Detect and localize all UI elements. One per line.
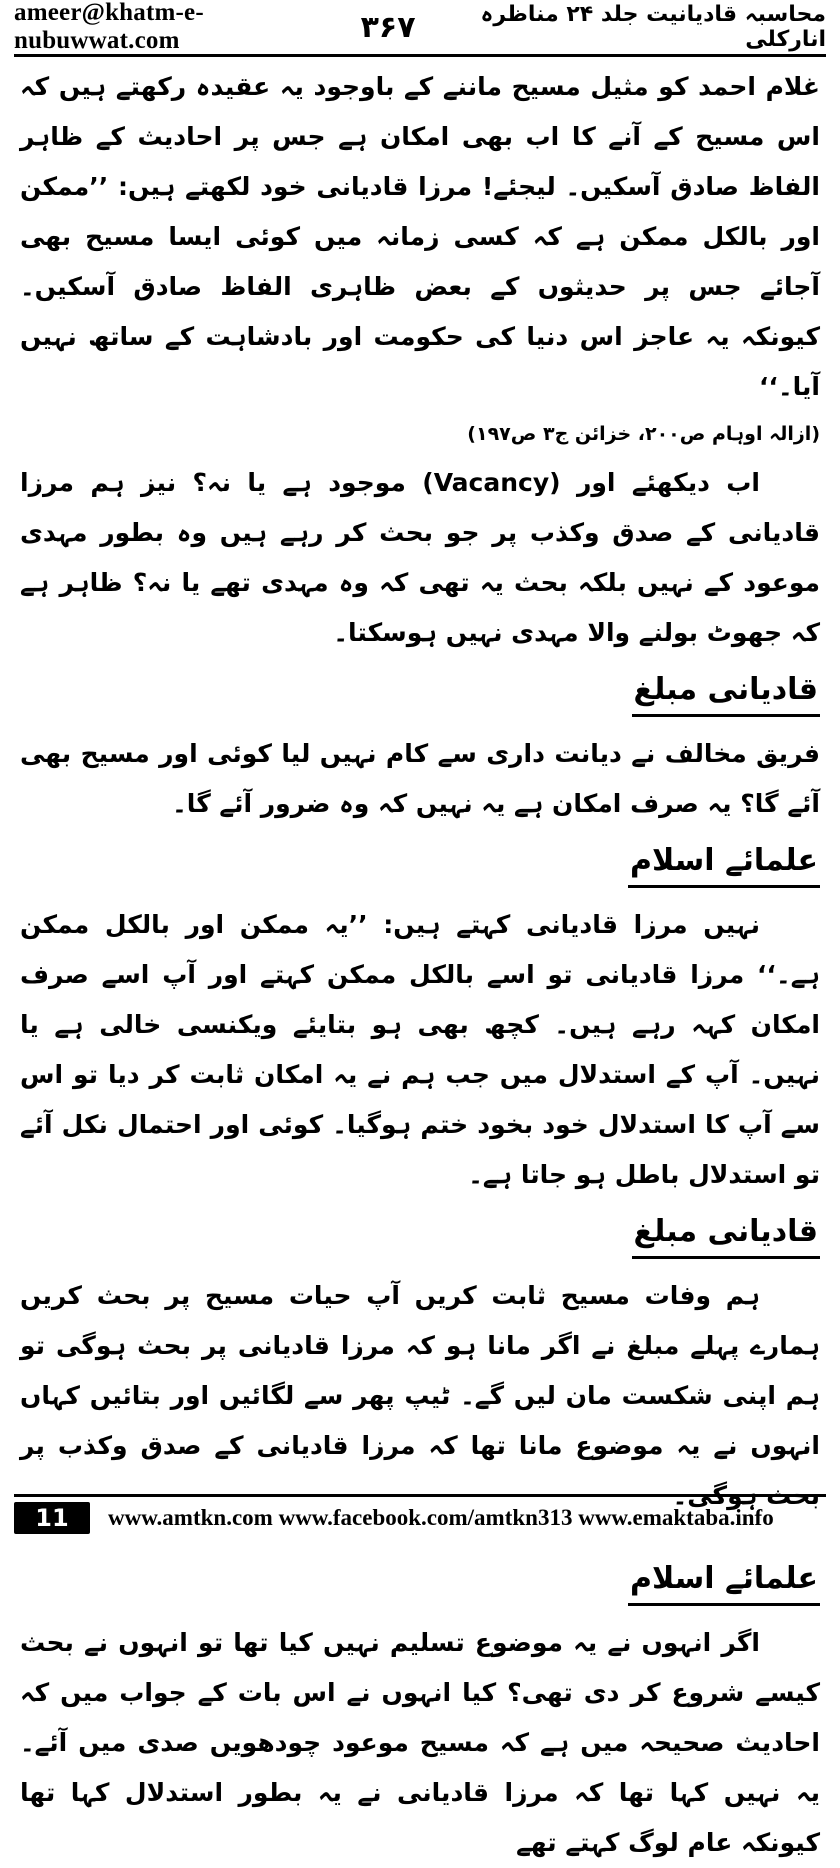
paragraph-5: ہم وفات مسیح ثابت کریں آپ حیات مسیح پر بحث کریں ہمارے پہلے مبلغ نے اگر مانا ہو کہ مرزا قادیانی پر بحث ہوگی تو ہم اپنی شکست مان لیں گے۔ ٹیپ پھر سے لگائیں اور بتائیں کہاں انہوں نے یہ موضوع مانا تھا کہ مرزا قادیانی کے صدق وکذب پر بحث ہوگی۔ <box>20 1281 820 1510</box>
header-email: ameer@khatm-e-nubuwwat.com <box>14 0 204 54</box>
speaker-heading-qadiani-1: قادیانی مبلغ <box>632 666 820 717</box>
paragraph-3: فریق مخالف نے دیانت داری سے کام نہیں لیا کوئی اور مسیح بھی آئے گا؟ یہ صرف امکان ہے یہ نہیں کہ وہ ضرور آئے گا۔ <box>20 739 820 818</box>
header-rule <box>14 54 826 57</box>
paragraph-6: اگر انہوں نے یہ موضوع تسلیم نہیں کیا تھا تو انہوں نے بحث کیسے شروع کر دی تھی؟ کیا انہوں نے اس بات کے جواب میں کہ احادیث صحیحہ میں ہے کہ مسیح موعود چودھویں صدی میں آئے۔ یہ نہیں کہا تھا کہ مرزا قادیانی نے یہ بطور استدلال کہا تھا کیونکہ عام لوگ کہتے تھے <box>20 1628 820 1857</box>
paragraph-2: اب دیکھئے اور (Vacancy) موجود ہے یا نہ؟ نیز ہم مرزا قادیانی کے صدق وکذب پر جو بحث کر رہے ہیں وہ بطور مہدی موعود کے نہیں بلکہ بحث یہ تھی کہ وہ مہدی تھے یا نہ؟ ظاہر ہے کہ جھوٹ بولنے والا مہدی نہیں ہوسکتا۔ <box>20 468 820 647</box>
footer-website-links: www.amtkn.com www.facebook.com/amtkn313 www.emaktaba.info <box>108 1505 774 1530</box>
page-footer <box>14 1500 826 1536</box>
reference-citation: (ازالہ اوہام ص۲۰۰، خزائن ج۳ ص۱۹۷) <box>467 423 820 445</box>
speaker-heading-qadiani-2: قادیانی مبلغ <box>632 1208 820 1259</box>
page-header <box>14 0 826 54</box>
header-left <box>14 0 416 55</box>
header-running-title: محاسبہ قادیانیت جلد ۲۴ مناظرہ انارکلی <box>480 2 826 52</box>
speaker-heading-ulama-2: علمائے اسلام <box>628 1555 820 1606</box>
footer-folio-number: 11 <box>14 1502 90 1534</box>
header-page-number: ۳۶۷ <box>360 9 416 45</box>
paragraph-4: نہیں مرزا قادیانی کہتے ہیں: ’’یہ ممکن اور بالکل ممکن ہے۔‘‘ مرزا قادیانی تو اسے بالکل ممکن کہتے اور آپ اسے صرف امکان کہہ رہے ہیں۔ کچھ بھی ہو بتایئے ویکنسی خالی ہے یا نہیں۔ آپ کے استدلال میں جب ہم نے یہ امکان ثابت کر دیا تو اس سے آپ کا استدلال خود بخود ختم ہوگیا۔ کوئی اور احتمال نکل آئے تو استدلال باطل ہو جاتا ہے۔ <box>20 910 820 1189</box>
paragraph-1: غلام احمد کو مثیل مسیح ماننے کے باوجود یہ عقیدہ رکھتے ہیں کہ اس مسیح کے آنے کا اب بھی امکان ہے جس پر احادیث کے ظاہر الفاظ صادق آسکیں۔ لیجئے! مرزا قادیانی خود لکھتے ہیں: ’’ممکن اور بالکل ممکن ہے کہ کسی زمانہ میں کوئی ایسا مسیح بھی آجائے جس پر حدیثوں کے بعض ظاہری الفاظ صادق آسکیں۔ کیونکہ یہ عاجز اس دنیا کی حکومت اور بادشاہت کے ساتھ نہیں آیا۔‘‘ <box>20 72 820 401</box>
speaker-heading-ulama-1: علمائے اسلام <box>628 837 820 888</box>
footer-rule <box>14 1494 826 1497</box>
